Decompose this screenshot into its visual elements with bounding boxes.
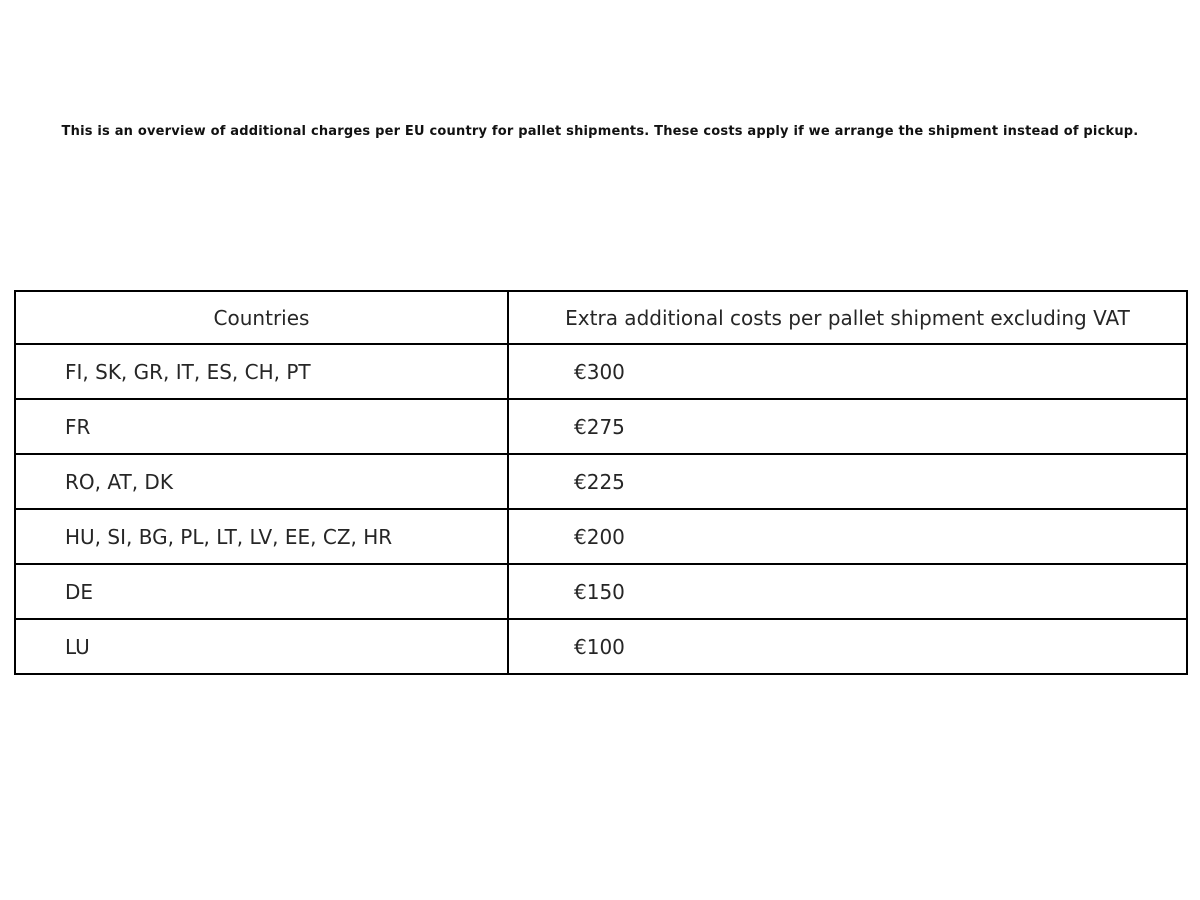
charges-table: [14, 290, 1188, 675]
table-row: [15, 564, 1187, 619]
cost-cell: €200: [508, 509, 1187, 564]
intro-text: This is an overview of additional charges per EU country for pallet shipments. These costs apply if we arrange the shipment instead of pickup.: [61, 124, 1139, 139]
cost-cell: €100: [508, 619, 1187, 674]
countries-cell: FI, SK, GR, IT, ES, CH, PT: [15, 344, 508, 399]
table-row: [15, 454, 1187, 509]
countries-cell: HU, SI, BG, PL, LT, LV, EE, CZ, HR: [15, 509, 508, 564]
countries-cell: LU: [15, 619, 508, 674]
table-row: [15, 509, 1187, 564]
table-row: [15, 619, 1187, 674]
countries-cell: FR: [15, 399, 508, 454]
cost-cell: €275: [508, 399, 1187, 454]
countries-cell: DE: [15, 564, 508, 619]
countries-cell: RO, AT, DK: [15, 454, 508, 509]
cost-cell: €225: [508, 454, 1187, 509]
table-header-row: [15, 291, 1187, 344]
table-row: [15, 399, 1187, 454]
table-row: [15, 344, 1187, 399]
header-cost: Extra additional costs per pallet shipment excluding VAT: [508, 291, 1187, 344]
cost-cell: €300: [508, 344, 1187, 399]
header-countries: Countries: [15, 291, 508, 344]
cost-cell: €150: [508, 564, 1187, 619]
